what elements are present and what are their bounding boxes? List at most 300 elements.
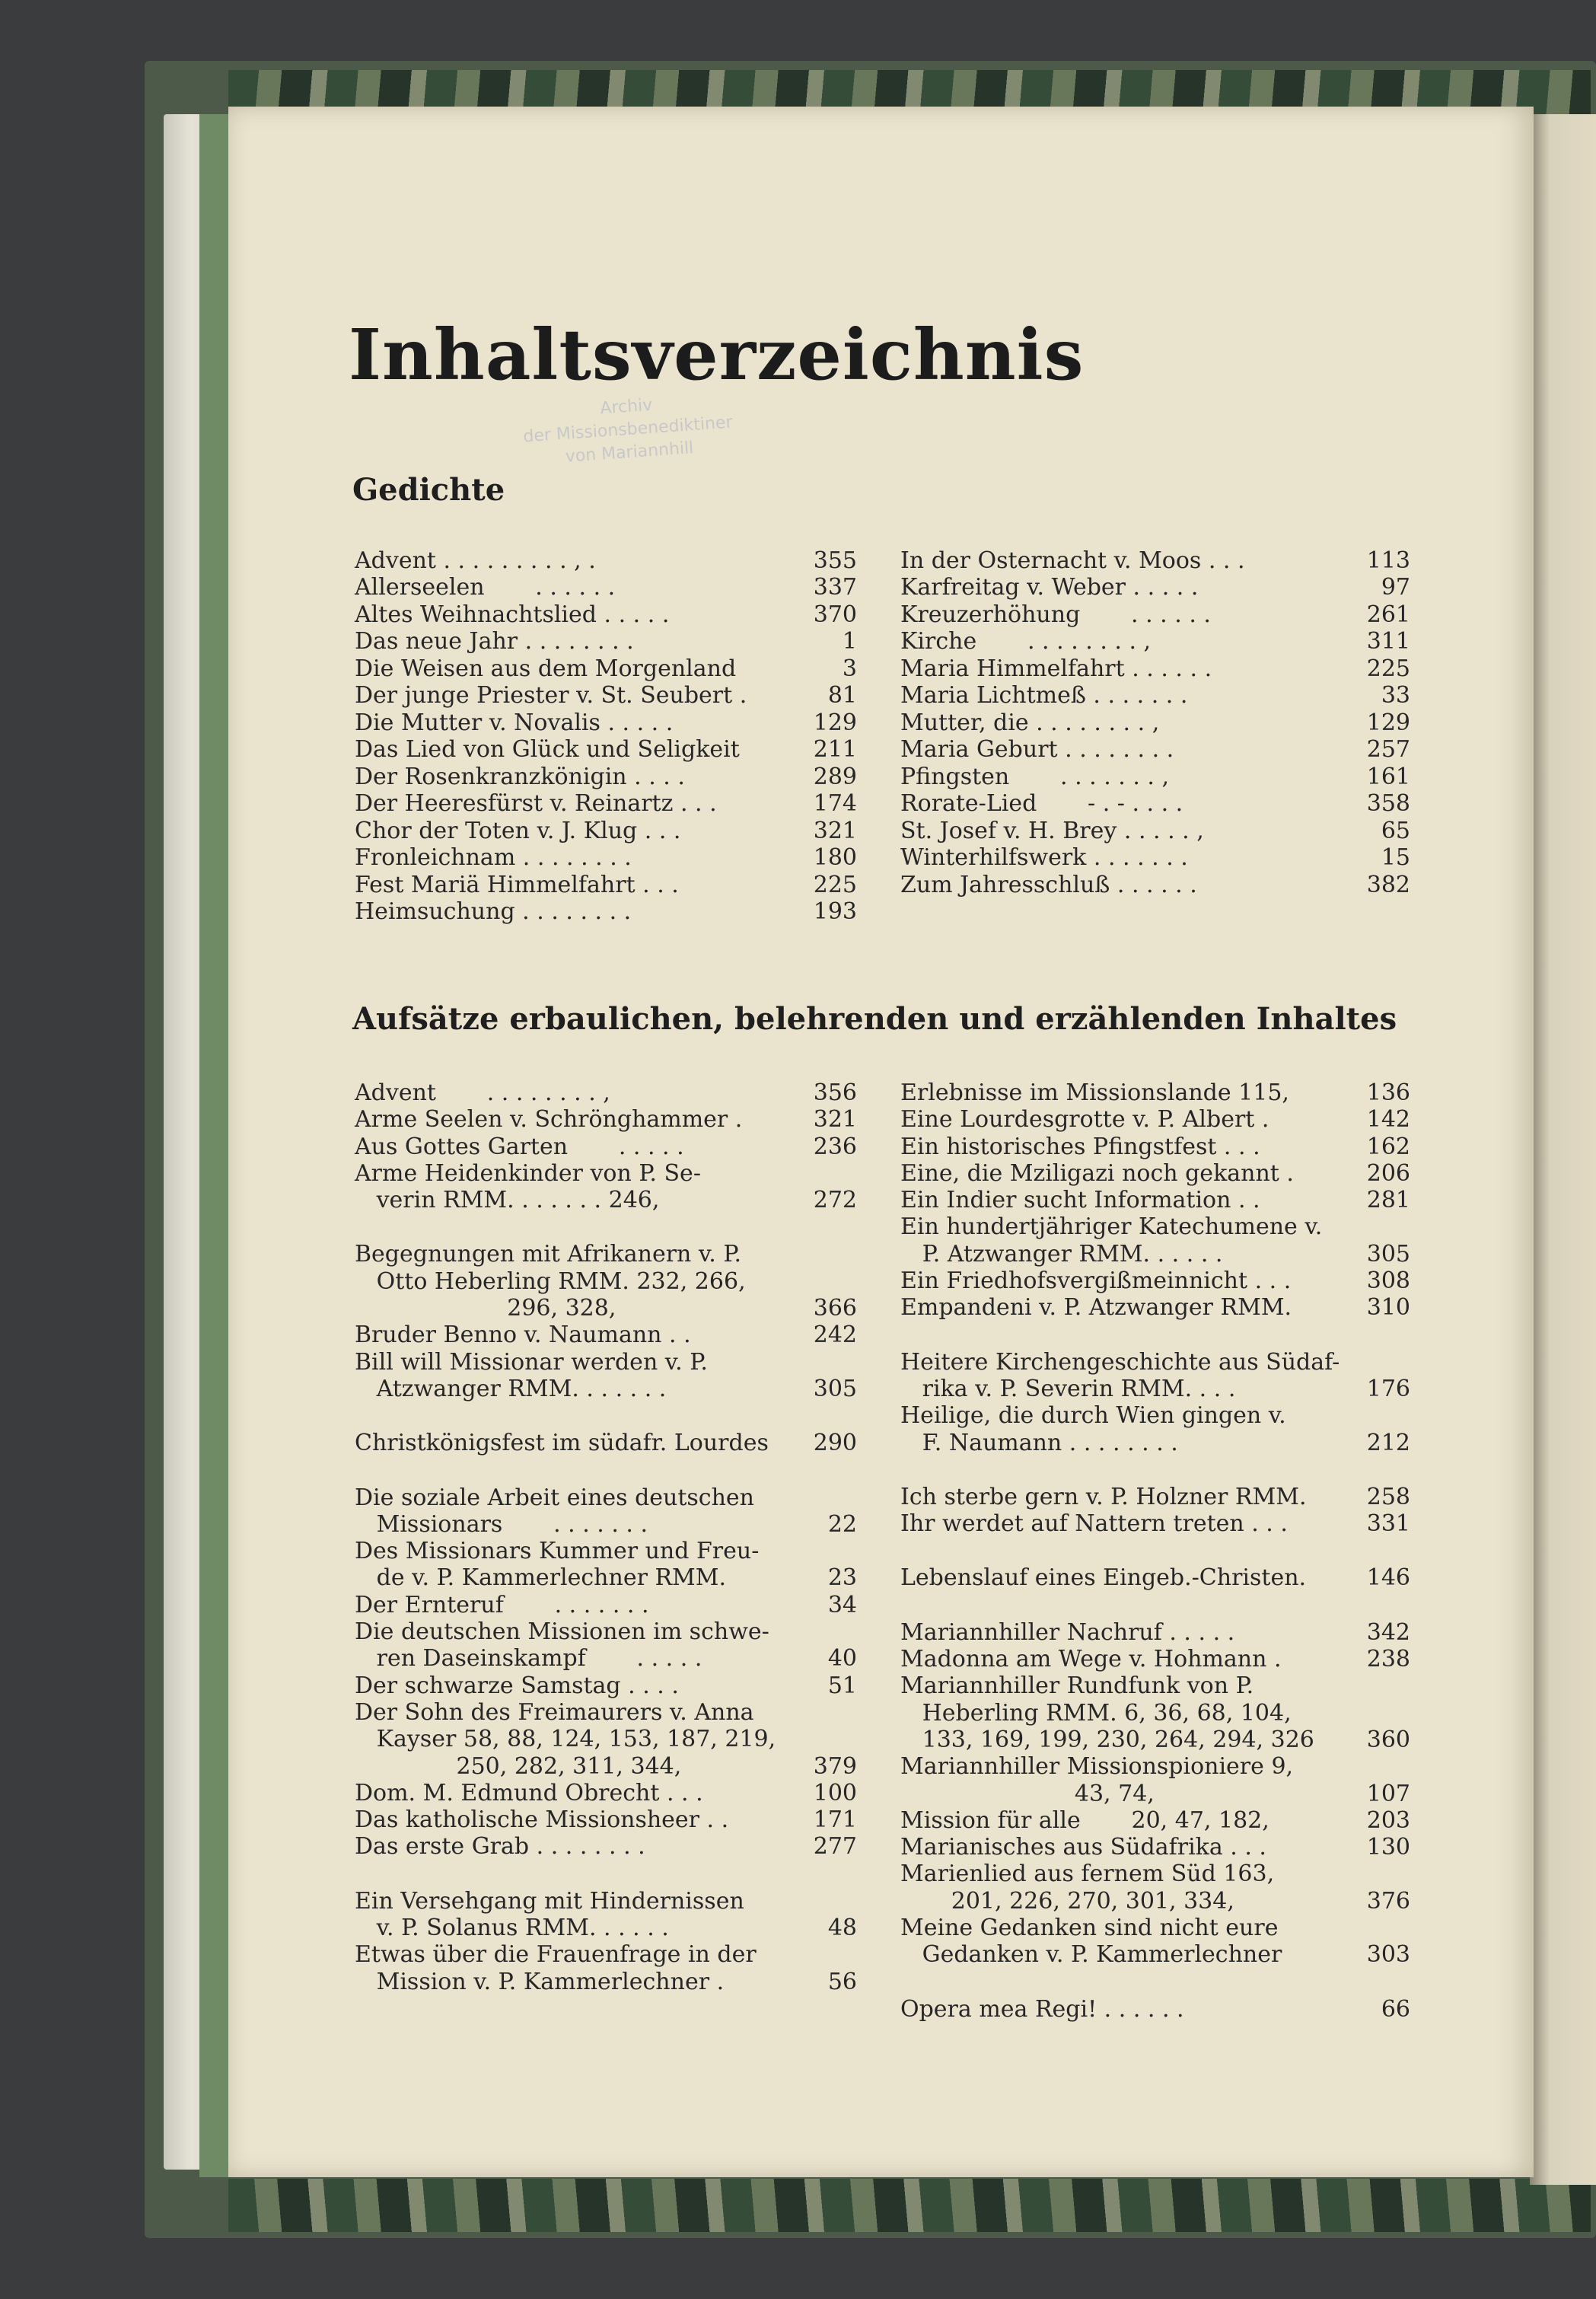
toc-entry-page: 321: [813, 1106, 857, 1134]
toc-entry: [355, 790, 857, 818]
toc-entry: [355, 1349, 857, 1403]
toc-entry-page: 51: [827, 1672, 857, 1699]
toc-entry-title: Mutter, die . . . . . . . . ,: [900, 709, 1160, 736]
toc-entry-line: [900, 1294, 1410, 1321]
toc-entry-title: Erlebnisse im Missionslande 115,: [900, 1079, 1289, 1106]
toc-entry-page: 225: [813, 871, 857, 898]
toc-entry-page: 305: [813, 1375, 857, 1402]
toc-entry-page: [804, 1349, 857, 1376]
toc-entry-title: Mariannhiller Rundfunk von P.: [900, 1672, 1254, 1700]
toc-entry-title: Die deutschen Missionen im schwe-: [355, 1618, 769, 1646]
toc-entry-title: Ich sterbe gern v. P. Holzner RMM.: [900, 1483, 1307, 1510]
toc-entry-page: [804, 1538, 857, 1564]
toc-entry-title: Christkönigsfest im südafr. Lourdes: [355, 1430, 769, 1457]
toc-entry-title: Zum Jahresschluß . . . . . .: [900, 871, 1197, 898]
toc-entry-line: [355, 1833, 857, 1860]
toc-entry-title: Maria Himmelfahrt . . . . . .: [900, 655, 1212, 682]
toc-entry: [355, 1160, 857, 1214]
entry-spacer: [900, 1322, 1410, 1349]
toc-entry-title: 296, 328,: [355, 1295, 616, 1322]
toc-entry-page: 15: [1381, 844, 1410, 871]
toc-entry-title: Empandeni v. P. Atzwanger RMM.: [900, 1294, 1292, 1322]
toc-entry-page: 382: [1366, 871, 1410, 898]
toc-entry-title: Der Rosenkranzkönigin . . . .: [355, 763, 685, 790]
toc-entry-line: [355, 1780, 857, 1806]
toc-entry-title: v. P. Solanus RMM. . . . . .: [355, 1915, 669, 1942]
toc-entry-title: Heitere Kirchengeschichte aus Südaf-: [900, 1348, 1340, 1376]
toc-entry-page: 308: [1366, 1267, 1410, 1295]
toc-entry-line: [900, 1700, 1410, 1727]
toc-entry-page: 366: [813, 1295, 857, 1322]
toc-entry-page: 331: [1366, 1510, 1410, 1538]
toc-entry-line: [355, 1430, 857, 1456]
toc-entry: [900, 709, 1410, 736]
toc-entry-line: [900, 1753, 1410, 1780]
toc-entry: [900, 1160, 1410, 1187]
toc-entry: [900, 763, 1410, 790]
toc-entry-line: [900, 1941, 1410, 1968]
toc-entry: [355, 1538, 857, 1592]
toc-entry: [355, 709, 857, 736]
toc-entry: [900, 817, 1410, 844]
toc-entry-title: Altes Weihnachtslied . . . . .: [355, 601, 670, 628]
toc-entry-page: 360: [1366, 1726, 1410, 1753]
toc-entry: [900, 736, 1410, 764]
toc-entry: [355, 682, 857, 709]
toc-entry: [355, 1134, 857, 1160]
toc-entry: [900, 1564, 1410, 1591]
toc-entry-page: 281: [1366, 1187, 1410, 1214]
toc-entry-title: 133, 169, 199, 230, 264, 294, 326: [900, 1726, 1314, 1753]
toc-entry-line: [355, 1753, 857, 1780]
toc-entry: [355, 1618, 857, 1672]
toc-entry-line: [355, 1618, 857, 1645]
toc-entry-title: Heilige, die durch Wien gingen v.: [900, 1402, 1286, 1430]
toc-entry-page: 236: [813, 1133, 857, 1160]
toc-entry-page: 171: [813, 1806, 857, 1834]
toc-entry-title: Rorate-Lied - . - . . . .: [900, 790, 1183, 817]
toc-entry-line: [355, 1969, 857, 1995]
entry-spacer: [355, 1213, 857, 1241]
toc-entry: [355, 1888, 857, 1942]
toc-entry: [355, 844, 857, 872]
toc-entry: [900, 1294, 1410, 1321]
toc-entry-line: [900, 1430, 1410, 1456]
toc-entry-page: 206: [1366, 1159, 1410, 1187]
toc-entry: [900, 601, 1410, 628]
toc-entry-title: Gedanken v. P. Kammerlechner: [900, 1941, 1282, 1969]
toc-entry-title: Die Mutter v. Novalis . . . . .: [355, 709, 674, 736]
toc-entry-line: [355, 1915, 857, 1941]
toc-entry-line: [900, 1915, 1410, 1941]
entry-spacer: [900, 1456, 1410, 1484]
toc-entry-page: [1357, 1672, 1410, 1699]
toc-entry-page: [1357, 1700, 1410, 1727]
toc-entry: [355, 1430, 857, 1456]
toc-entry-line: [355, 1268, 857, 1295]
toc-entry-page: 113: [1366, 547, 1410, 574]
toc-entry-title: Otto Heberling RMM. 232, 266,: [355, 1267, 746, 1295]
toc-entry-page: 257: [1366, 736, 1410, 763]
toc-entry-line: [355, 1079, 857, 1106]
toc-entry: [355, 1806, 857, 1833]
toc-entry-page: 34: [827, 1591, 857, 1618]
toc-entry-line: [900, 1996, 1410, 2023]
toc-entry-line: [900, 1807, 1410, 1834]
toc-entry-title: Atzwanger RMM. . . . . . .: [355, 1375, 667, 1402]
toc-entry-page: [1357, 1402, 1410, 1429]
toc-entry-title: Ein hundertjähriger Katechumene v.: [900, 1213, 1323, 1241]
toc-entry: [900, 1213, 1410, 1267]
stamp-line-3: von Mariannhill: [565, 438, 695, 467]
toc-entry: [900, 790, 1410, 818]
toc-entry-page: 337: [813, 574, 857, 601]
toc-entry-page: 258: [1366, 1483, 1410, 1510]
toc-entry-page: 81: [827, 682, 857, 709]
toc-entry-page: 56: [827, 1968, 857, 1995]
toc-entry-line: [355, 1888, 857, 1915]
toc-entry-title: Pfingsten . . . . . . . ,: [900, 763, 1170, 790]
toc-entry-page: [1357, 1349, 1410, 1376]
toc-entry: [355, 1592, 857, 1618]
toc-entry-title: Der Ernteruf . . . . . . .: [355, 1591, 649, 1618]
toc-entry-line: [900, 1861, 1410, 1887]
toc-entry-title: Karfreitag v. Weber . . . . .: [900, 574, 1199, 601]
toc-entry-line: [900, 1402, 1410, 1429]
entry-spacer: [355, 1457, 857, 1484]
toc-entry-title: 43, 74,: [900, 1780, 1155, 1807]
toc-entry-line: [900, 1106, 1410, 1133]
toc-entry: [900, 871, 1410, 898]
toc-entry-line: [355, 1187, 857, 1213]
toc-entry-line: [900, 1241, 1410, 1267]
toc-entry-title: Maria Lichtmeß . . . . . . .: [900, 682, 1188, 709]
toc-entry-title: 201, 226, 270, 301, 334,: [900, 1887, 1234, 1915]
toc-entry-title: Meine Gedanken sind nicht eure: [900, 1915, 1279, 1942]
section-heading-poems: Gedichte: [352, 472, 505, 508]
toc-entry-line: [900, 1134, 1410, 1160]
toc-entry: [355, 655, 857, 682]
toc-entry-title: St. Josef v. H. Brey . . . . . ,: [900, 817, 1204, 844]
toc-entry-title: Ihr werdet auf Nattern treten . . .: [900, 1510, 1288, 1538]
toc-entry-page: 176: [1366, 1375, 1410, 1402]
toc-entry-page: 193: [813, 898, 857, 925]
toc-entry-title: Das erste Grab . . . . . . . .: [355, 1833, 645, 1861]
toc-entry: [355, 1241, 857, 1322]
page-title: Inhaltsverzeichnis: [349, 314, 1085, 396]
toc-entry: [900, 1267, 1410, 1294]
toc-entry: [900, 844, 1410, 872]
toc-entry-title: Des Missionars Kummer und Freu-: [355, 1538, 760, 1565]
toc-entry-title: Chor der Toten v. J. Klug . . .: [355, 817, 681, 844]
toc-entry-page: [1357, 1213, 1410, 1240]
toc-entry-page: 305: [1366, 1240, 1410, 1267]
toc-entry-title: Der junge Priester v. St. Seubert .: [355, 682, 747, 709]
toc-entry-title: Ein historisches Pfingstfest . . .: [900, 1133, 1260, 1160]
toc-entry-page: 107: [1366, 1780, 1410, 1807]
toc-entry-page: 136: [1366, 1079, 1410, 1106]
toc-entry-title: Kayser 58, 88, 124, 153, 187, 219,: [355, 1726, 776, 1753]
toc-entry-page: 65: [1381, 817, 1410, 844]
toc-entry-line: [355, 1726, 857, 1752]
toc-entry-title: Dom. M. Edmund Obrecht . . .: [355, 1779, 703, 1806]
poems-right-column: [900, 547, 1410, 898]
toc-entry-line: [355, 1349, 857, 1376]
toc-entry-title: Eine Lourdesgrotte v. P. Albert .: [900, 1106, 1269, 1134]
toc-entry-page: [804, 1160, 857, 1187]
toc-entry-line: [355, 1699, 857, 1726]
toc-entry-title: Mariannhiller Nachruf . . . . .: [900, 1618, 1235, 1646]
toc-entry-line: [900, 1619, 1410, 1646]
section-heading-essays: Aufsätze erbaulichen, belehrenden und erzählenden Inhaltes: [352, 1001, 1397, 1037]
stamp-line-1: Archiv: [599, 395, 654, 419]
toc-entry-title: Das neue Jahr . . . . . . . .: [355, 628, 634, 655]
toc-entry: [355, 1833, 857, 1860]
toc-entry-line: [355, 1134, 857, 1160]
toc-entry-line: [355, 1538, 857, 1564]
toc-entry-title: Arme Seelen v. Schrönghammer .: [355, 1106, 743, 1134]
toc-entry-line: [900, 1267, 1410, 1294]
toc-entry-page: 1: [842, 628, 857, 655]
toc-entry-title: Der schwarze Samstag . . . .: [355, 1672, 679, 1699]
toc-entry-title: Ein Friedhofsvergißmeinnicht . . .: [900, 1267, 1292, 1295]
toc-entry-page: [1357, 1861, 1410, 1887]
toc-entry-title: Fest Mariä Himmelfahrt . . .: [355, 871, 679, 898]
toc-entry: [900, 1753, 1410, 1807]
toc-entry: [900, 1646, 1410, 1672]
toc-entry-line: [355, 1106, 857, 1133]
toc-entry: [900, 682, 1410, 709]
toc-entry-page: 142: [1366, 1106, 1410, 1134]
toc-entry-line: [900, 1727, 1410, 1753]
toc-entry-title: Mission v. P. Kammerlechner .: [355, 1968, 725, 1995]
toc-entry-line: [355, 1645, 857, 1672]
toc-entry: [355, 817, 857, 844]
toc-entry-line: [900, 1781, 1410, 1807]
toc-entry-line: [900, 1187, 1410, 1213]
toc-entry-title: P. Atzwanger RMM. . . . . .: [900, 1240, 1223, 1267]
toc-entry-line: [355, 1241, 857, 1267]
toc-entry-page: 225: [1366, 655, 1410, 682]
toc-entry: [355, 547, 857, 574]
toc-entry-line: [355, 1484, 857, 1511]
toc-entry-line: [900, 1213, 1410, 1240]
toc-entry-page: 261: [1366, 601, 1410, 628]
toc-entry-title: Der Sohn des Freimaurers v. Anna: [355, 1698, 754, 1726]
entry-spacer: [900, 1592, 1410, 1619]
toc-entry-page: [804, 1484, 857, 1511]
toc-entry-line: [900, 1888, 1410, 1915]
essays-right-column: [900, 1079, 1410, 2023]
toc-entry-title: Madonna am Wege v. Hohmann .: [900, 1646, 1282, 1673]
toc-entry-title: In der Osternacht v. Moos . . .: [900, 547, 1245, 574]
toc-entry-title: Begegnungen mit Afrikanern v. P.: [355, 1241, 741, 1268]
toc-entry-line: [355, 1511, 857, 1538]
toc-entry: [355, 871, 857, 898]
toc-entry: [900, 1834, 1410, 1861]
toc-entry-page: 97: [1381, 574, 1410, 601]
toc-entry-line: [355, 1806, 857, 1833]
toc-entry: [900, 1861, 1410, 1915]
toc-entry: [900, 1134, 1410, 1160]
toc-entry: [355, 1941, 857, 1995]
toc-entry: [900, 1349, 1410, 1403]
toc-entry-page: 289: [813, 763, 857, 790]
toc-entry-page: [804, 1726, 857, 1752]
toc-entry-page: [804, 1888, 857, 1915]
toc-entry-page: 342: [1366, 1618, 1410, 1646]
toc-entry-title: Advent . . . . . . . . . , .: [355, 547, 596, 574]
toc-entry-title: Heberling RMM. 6, 36, 68, 104,: [900, 1699, 1292, 1727]
toc-entry: [355, 763, 857, 790]
toc-entry-page: 242: [813, 1322, 857, 1349]
toc-entry-page: 129: [813, 709, 857, 736]
toc-entry-page: 174: [813, 790, 857, 817]
toc-entry-line: [900, 1349, 1410, 1376]
toc-entry-title: Etwas über die Frauenfrage in der: [355, 1941, 757, 1969]
toc-entry-page: 22: [827, 1510, 857, 1538]
toc-entry-title: Mariannhiller Missionspioniere 9,: [900, 1753, 1294, 1781]
toc-entry-page: 379: [813, 1752, 857, 1780]
toc-entry: [355, 1780, 857, 1806]
toc-entry: [900, 1402, 1410, 1456]
toc-entry-line: [355, 1160, 857, 1187]
toc-entry-title: Opera mea Regi! . . . . . .: [900, 1995, 1184, 2023]
toc-entry-page: [804, 1241, 857, 1267]
toc-entry-line: [900, 1484, 1410, 1510]
stamp-line-2: der Missionsbenediktiner: [522, 413, 734, 447]
toc-entry-page: [804, 1941, 857, 1968]
toc-entry-title: Winterhilfswerk . . . . . . .: [900, 844, 1188, 871]
toc-entry-line: [355, 1376, 857, 1402]
toc-entry: [900, 1484, 1410, 1510]
toc-entry-title: Marienlied aus fernem Süd 163,: [900, 1861, 1275, 1888]
toc-entry: [355, 1079, 857, 1106]
toc-entry: [900, 1510, 1410, 1537]
toc-entry-title: Arme Heidenkinder von P. Se-: [355, 1159, 701, 1187]
toc-entry-title: F. Naumann . . . . . . . .: [900, 1429, 1178, 1456]
toc-entry-line: [900, 1079, 1410, 1106]
toc-entry-title: Advent . . . . . . . . ,: [355, 1079, 610, 1106]
toc-entry-line: [900, 1834, 1410, 1861]
marbled-cover-bottom: [228, 2179, 1591, 2232]
toc-entry-page: 146: [1366, 1564, 1410, 1592]
toc-entry-page: 272: [813, 1187, 857, 1214]
page-edge: [1530, 114, 1596, 2185]
toc-entry-title: Kreuzerhöhung . . . . . .: [900, 601, 1211, 628]
toc-entry-line: [355, 1592, 857, 1618]
toc-entry-page: 100: [813, 1779, 857, 1806]
toc-entry-line: [900, 1160, 1410, 1187]
toc-entry: [355, 601, 857, 628]
toc-entry: [900, 628, 1410, 655]
toc-entry: [355, 1672, 857, 1699]
toc-entry-page: [804, 1268, 857, 1295]
entry-spacer: [900, 1537, 1410, 1564]
toc-entry: [900, 1106, 1410, 1133]
toc-entry: [355, 1106, 857, 1133]
entry-spacer: [355, 1402, 857, 1430]
toc-entry-page: 310: [1366, 1294, 1410, 1322]
toc-entry: [900, 1915, 1410, 1969]
poems-left-column: [355, 547, 857, 925]
toc-entry-title: 250, 282, 311, 344,: [355, 1752, 682, 1780]
toc-entry-title: Der Heeresfürst v. Reinartz . . .: [355, 790, 717, 817]
toc-entry-title: Marianisches aus Südafrika . . .: [900, 1834, 1266, 1861]
toc-entry-page: 370: [813, 601, 857, 628]
toc-entry-line: [900, 1564, 1410, 1591]
toc-entry: [355, 628, 857, 655]
toc-entry: [355, 1322, 857, 1348]
toc-entry-title: de v. P. Kammerlechner RMM.: [355, 1564, 727, 1592]
toc-entry-page: 23: [827, 1564, 857, 1592]
toc-entry-page: 321: [813, 817, 857, 844]
toc-entry-title: Bruder Benno v. Naumann . .: [355, 1322, 691, 1349]
toc-entry-page: 238: [1366, 1646, 1410, 1673]
toc-entry-title: rika v. P. Severin RMM. . . .: [900, 1375, 1236, 1402]
entry-spacer: [355, 1861, 857, 1888]
toc-entry-title: Ein Versehgang mit Hindernissen: [355, 1887, 744, 1915]
toc-entry-page: [1357, 1915, 1410, 1941]
toc-entry-title: Die soziale Arbeit eines deutschen: [355, 1484, 754, 1511]
toc-entry-page: 129: [1366, 709, 1410, 736]
toc-entry-page: 162: [1366, 1133, 1410, 1160]
toc-entry-title: Aus Gottes Garten . . . . .: [355, 1133, 684, 1160]
toc-entry-line: [900, 1510, 1410, 1537]
toc-entry: [355, 1484, 857, 1539]
toc-entry: [355, 736, 857, 764]
toc-entry-page: 212: [1366, 1429, 1410, 1456]
toc-entry: [355, 1699, 857, 1780]
toc-entry-title: Maria Geburt . . . . . . . .: [900, 736, 1174, 763]
toc-entry: [900, 1672, 1410, 1753]
toc-entry-line: [900, 1646, 1410, 1672]
toc-entry-line: [355, 1672, 857, 1699]
entry-spacer: [900, 1969, 1410, 1996]
toc-entry-page: 40: [827, 1645, 857, 1672]
toc-entry-page: [804, 1618, 857, 1645]
toc-entry-page: 66: [1381, 1995, 1410, 2023]
toc-entry: [900, 1079, 1410, 1106]
toc-entry-page: 130: [1366, 1834, 1410, 1861]
toc-entry: [900, 1996, 1410, 2023]
toc-entry-title: Das katholische Missionsheer . .: [355, 1806, 729, 1834]
toc-entry-title: Das Lied von Glück und Seligkeit: [355, 736, 740, 763]
toc-entry-page: 356: [813, 1079, 857, 1106]
toc-entry-page: 290: [813, 1430, 857, 1457]
toc-entry-title: Ein Indier sucht Information . .: [900, 1187, 1260, 1214]
toc-entry-title: ren Daseinskampf . . . . .: [355, 1645, 702, 1672]
toc-entry: [900, 655, 1410, 682]
toc-entry: [900, 547, 1410, 574]
toc-entry-title: Eine, die Mziligazi noch gekannt .: [900, 1159, 1294, 1187]
toc-entry-title: Bill will Missionar werden v. P.: [355, 1348, 708, 1376]
toc-entry-line: [355, 1295, 857, 1322]
toc-entry-line: [900, 1672, 1410, 1699]
toc-entry-page: 311: [1366, 628, 1410, 655]
toc-entry: [355, 898, 857, 926]
toc-entry-page: 277: [813, 1833, 857, 1861]
toc-entry-title: Missionars . . . . . . .: [355, 1510, 648, 1538]
toc-entry-title: Mission für alle 20, 47, 182,: [900, 1806, 1269, 1834]
toc-entry-title: Kirche . . . . . . . . ,: [900, 628, 1152, 655]
toc-entry: [900, 574, 1410, 601]
toc-entry-page: 161: [1366, 763, 1410, 790]
toc-entry-page: 48: [827, 1915, 857, 1942]
toc-entry-title: Die Weisen aus dem Morgenland: [355, 655, 737, 682]
toc-entry-title: verin RMM. . . . . . . 246,: [355, 1187, 660, 1214]
toc-entry-page: 203: [1366, 1806, 1410, 1834]
